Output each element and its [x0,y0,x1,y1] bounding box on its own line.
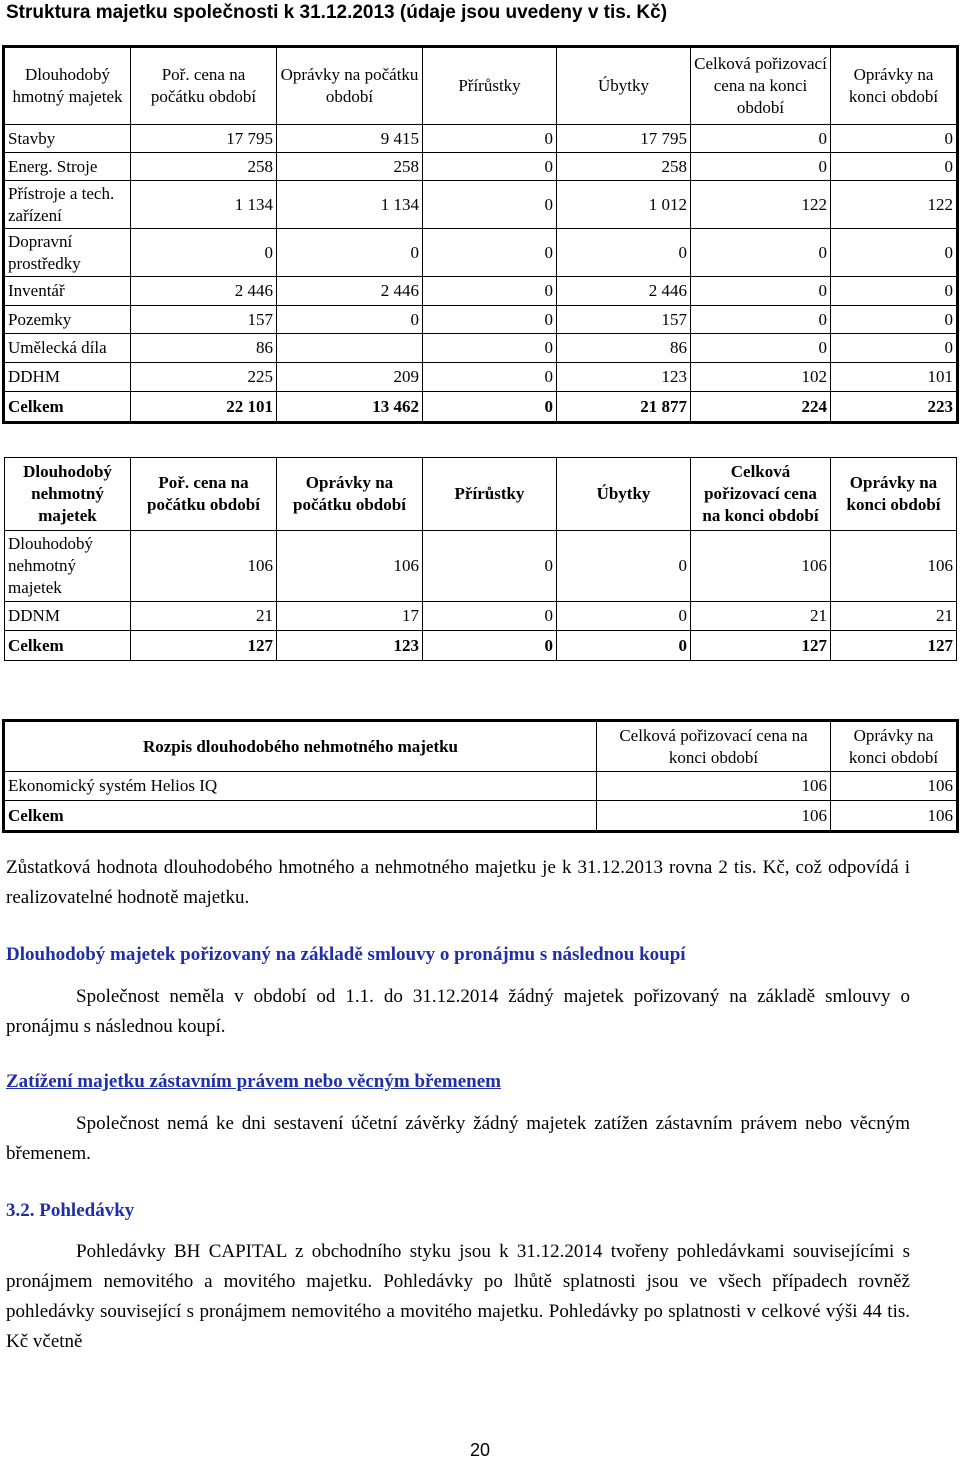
cell: 0 [557,229,691,277]
intangible-breakdown-table [4,721,957,831]
cell: 127 [691,631,831,661]
total-row [5,392,957,422]
cell: 0 [691,277,831,306]
cell: 17 [277,602,423,631]
header-cell: Přírůstky [423,48,557,125]
cell: 0 [423,602,557,631]
leasing-paragraph: Společnost neměla v období od 1.1. do 31.12.2014 žádný majetek pořizovaný na základě smlouvy o pronájmu s následnou koupí. [6,986,910,1037]
row-label: Celkem [5,631,131,661]
leasing-heading: Dlouhodobý majetek pořizovaný na základě smlouvy o pronájmu s následnou koupí [6,944,686,965]
cell: 209 [277,363,423,392]
receivables-paragraph: Pohledávky BH CAPITAL z obchodního styku jsou k 31.12.2014 tvořeny pohledávkami souvisejícími s pronájmem nemovitého a movitého majetku. Pohledávky po lhůtě splatnosti jsou ve všech případech rovněž pohledávky související s pronájmem nemovitého a movitého majetku. Pohledávky po splatnosti v celkové výši 44 tis. Kč včetně [6,1241,910,1352]
cell: 106 [831,801,957,831]
page-title: Struktura majetku společnosti k 31.12.2013 (údaje jsou uvedeny v tis. Kč) [6,2,668,23]
header-cell: Oprávky na počátku období [277,458,423,531]
cell: 157 [131,306,277,334]
cell: 258 [131,153,277,181]
cell: 0 [831,306,957,334]
cell: 0 [831,277,957,306]
cell: 17 795 [557,125,691,153]
row-label: DDNM [5,602,131,631]
cell: 223 [831,392,957,422]
cell: 0 [131,229,277,277]
cell: 13 462 [277,392,423,422]
table-row [5,772,957,801]
cell: 21 [691,602,831,631]
total-row [5,631,957,661]
cell: 106 [131,531,277,602]
cell: 106 [277,531,423,602]
cell: 122 [831,181,957,229]
cell: 22 101 [131,392,277,422]
cell: 123 [277,631,423,661]
cell: 101 [831,363,957,392]
row-label: Dopravní prostředky [5,229,131,277]
table-row [5,363,957,392]
lien-heading: Zatížení majetku zástavním právem nebo věcným břemenem [6,1071,501,1092]
cell: 0 [423,125,557,153]
header-cell: Celková pořizovací cena na konci období [691,458,831,531]
cell: 0 [691,125,831,153]
cell: 225 [131,363,277,392]
table-row [5,306,957,334]
cell: 2 446 [277,277,423,306]
cell: 0 [831,229,957,277]
tangible-assets-table [4,47,957,422]
header-cell: Oprávky na počátku období [277,48,423,125]
table-row [5,277,957,306]
cell: 224 [691,392,831,422]
row-label: DDHM [5,363,131,392]
row-label: Stavby [5,125,131,153]
cell: 157 [557,306,691,334]
cell: 0 [691,229,831,277]
cell: 0 [423,631,557,661]
table-header-row [5,722,957,772]
cell: 0 [423,363,557,392]
cell: 0 [423,392,557,422]
header-cell: Dlouhodobý nehmotný majetek [5,458,131,531]
cell: 0 [557,602,691,631]
header-cell: Dlouhodobý hmotný majetek [5,48,131,125]
cell: 258 [557,153,691,181]
lien-paragraph: Společnost nemá ke dni sestavení účetní závěrky žádný majetek zatížen zástavním právem nebo věcným břemenem. [6,1113,910,1164]
receivables-heading: 3.2. Pohledávky [6,1200,135,1221]
cell: 1 012 [557,181,691,229]
table-row [5,153,957,181]
cell: 0 [831,153,957,181]
table-header-row [5,48,957,125]
cell: 21 [831,602,957,631]
cell: 1 134 [131,181,277,229]
row-label: Přístroje a tech. zařízení [5,181,131,229]
header-cell: Oprávky na konci období [831,722,957,772]
cell: 0 [691,153,831,181]
cell: 0 [277,306,423,334]
cell: 0 [423,306,557,334]
cell: 0 [831,334,957,363]
header-cell: Poř. cena na počátku období [131,48,277,125]
cell: 9 415 [277,125,423,153]
row-label: Pozemky [5,306,131,334]
cell: 106 [597,772,831,801]
total-row [5,801,957,831]
row-label: Dlouhodobý nehmotný majetek [5,531,131,602]
header-cell: Přírůstky [423,458,557,531]
cell [277,334,423,363]
cell: 0 [557,531,691,602]
row-label: Celkem [5,801,597,831]
cell: 0 [691,306,831,334]
cell: 0 [831,125,957,153]
cell: 0 [691,334,831,363]
row-label: Celkem [5,392,131,422]
page-number: 20 [469,1440,491,1460]
table-header-row [5,458,957,531]
cell: 0 [277,229,423,277]
row-label: Inventář [5,277,131,306]
row-label: Umělecká díla [5,334,131,363]
cell: 123 [557,363,691,392]
table-row [5,602,957,631]
header-cell: Oprávky na konci období [831,458,957,531]
cell: 106 [691,531,831,602]
cell: 17 795 [131,125,277,153]
cell: 0 [423,334,557,363]
cell: 0 [423,277,557,306]
header-cell: Rozpis dlouhodobého nehmotného majetku [5,722,597,772]
table-row [5,229,957,277]
header-cell: Celková pořizovací cena na konci období [597,722,831,772]
header-cell: Úbytky [557,48,691,125]
header-cell: Celková pořizovací cena na konci období [691,48,831,125]
cell: 127 [131,631,277,661]
cell: 0 [423,229,557,277]
cell: 21 877 [557,392,691,422]
cell: 86 [557,334,691,363]
cell: 106 [831,772,957,801]
row-label: Energ. Stroje [5,153,131,181]
table-row [5,334,957,363]
header-cell: Oprávky na konci období [831,48,957,125]
cell: 0 [423,181,557,229]
cell: 106 [831,531,957,602]
cell: 102 [691,363,831,392]
cell: 0 [423,153,557,181]
cell: 2 446 [131,277,277,306]
table-row [5,125,957,153]
residual-value-paragraph: Zůstatková hodnota dlouhodobého hmotného a nehmotného majetku je k 31.12.2013 rovna 2 tis. Kč, což odpovídá i realizovatelné hodnotě majetku. [6,857,910,908]
table-row [5,531,957,602]
cell: 106 [597,801,831,831]
cell: 0 [557,631,691,661]
cell: 127 [831,631,957,661]
cell: 21 [131,602,277,631]
cell: 122 [691,181,831,229]
cell: 86 [131,334,277,363]
row-label: Ekonomický systém Helios IQ [5,772,597,801]
cell: 2 446 [557,277,691,306]
header-cell: Úbytky [557,458,691,531]
cell: 1 134 [277,181,423,229]
cell: 0 [423,531,557,602]
intangible-assets-table [4,457,957,661]
table-row [5,181,957,229]
cell: 258 [277,153,423,181]
header-cell: Poř. cena na počátku období [131,458,277,531]
